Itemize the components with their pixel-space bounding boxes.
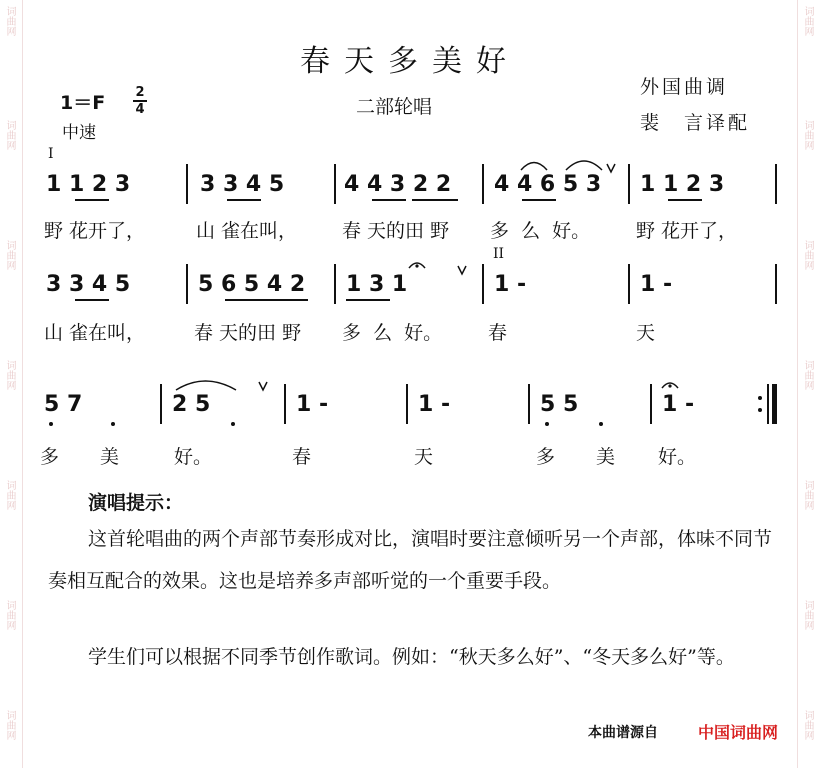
watermark-text: 词曲网 — [802, 6, 813, 36]
measure-notes: 5 5 — [540, 392, 579, 417]
source-label: 本曲谱源自 — [588, 725, 658, 741]
breath-mark — [458, 266, 466, 274]
measure-notes: 1 1 2 3 — [46, 172, 131, 197]
watermark-text: 词曲网 — [802, 120, 813, 150]
lyric-line: 山 雀在叫， — [44, 322, 146, 344]
measure-notes: 1 - — [662, 392, 695, 417]
lyric-line: 山 雀在叫， — [196, 220, 298, 242]
measure-notes: 2 5 — [172, 392, 211, 417]
time-signature-top: 2 — [135, 85, 145, 100]
slur — [176, 381, 236, 390]
watermark-text: 词曲网 — [802, 480, 813, 510]
measure-notes: 5 6 5 4 2 — [198, 272, 306, 297]
tempo-marking: 中速 — [62, 123, 96, 143]
lyric-line: 春 天的田 野 — [194, 322, 302, 344]
source-site-link[interactable]: 中国词曲网 — [698, 723, 779, 742]
lyric-word: 好。 — [658, 446, 697, 468]
measure-notes: 1 1 2 3 — [640, 172, 725, 197]
watermark-text: 词曲网 — [802, 360, 813, 390]
measure-notes: 4 4 6 5 3 — [494, 172, 602, 197]
part-two-mark: II — [493, 246, 505, 262]
low-octave-dot — [545, 422, 549, 426]
watermark-text: 词曲网 — [802, 240, 813, 270]
lyric-line: 多 么 好。 — [342, 322, 443, 344]
watermark-text: 词曲网 — [4, 240, 15, 270]
low-octave-dot — [599, 422, 603, 426]
fermata-dot — [415, 264, 418, 267]
measure-notes: 3 3 4 5 — [46, 272, 131, 297]
lyric-word: 多 — [536, 446, 556, 468]
watermark-text: 词曲网 — [4, 120, 15, 150]
slur — [566, 161, 602, 170]
breath-mark — [259, 382, 267, 390]
tips-paragraph: 学生们可以根据不同季节创作歌词。例如：“秋天多么好”、“冬天多么好”等。 — [88, 646, 735, 668]
measure-notes: 4 4 3 2 2 — [344, 172, 452, 197]
song-title: 春天多美好 — [300, 44, 520, 79]
low-octave-dot — [231, 422, 235, 426]
watermark-text: 词曲网 — [4, 480, 15, 510]
watermark-text: 词曲网 — [4, 600, 15, 630]
lyric-line: 春 — [488, 322, 508, 344]
arranger-credit: 裴 言译配 — [640, 112, 751, 134]
measure-notes: 1 - — [640, 272, 673, 297]
lyric-word: 天 — [414, 446, 434, 468]
part-one-mark: I — [48, 146, 54, 162]
watermark-text: 词曲网 — [4, 710, 15, 740]
slur — [521, 163, 547, 171]
lyric-line: 野 花开了， — [636, 220, 738, 242]
watermark-text: 词曲网 — [802, 600, 813, 630]
measure-notes: 1 - — [296, 392, 329, 417]
lyric-line: 天 — [636, 322, 656, 344]
measure-notes: 1 - — [418, 392, 451, 417]
measure-notes: 3 3 4 5 — [200, 172, 285, 197]
key-signature: 1＝F — [60, 92, 106, 114]
lyric-word: 美 — [596, 446, 616, 468]
lyric-word: 美 — [100, 446, 120, 468]
watermark-text: 词曲网 — [4, 360, 15, 390]
low-octave-dot — [111, 422, 115, 426]
tips-heading: 演唱提示： — [88, 492, 184, 514]
breath-mark — [607, 164, 615, 172]
measure-notes: 1 - — [494, 272, 527, 297]
origin-credit: 外国曲调 — [640, 76, 729, 98]
lyric-word: 春 — [292, 446, 312, 468]
low-octave-dot — [49, 422, 53, 426]
song-subtitle: 二部轮唱 — [356, 96, 433, 118]
watermark-text: 词曲网 — [4, 6, 15, 36]
lyric-line: 野 花开了， — [44, 220, 146, 242]
time-signature-bottom: 4 — [135, 102, 145, 117]
lyric-word: 多 — [40, 446, 60, 468]
measure-notes: 5 7 — [44, 392, 83, 417]
watermark-text: 词曲网 — [802, 710, 813, 740]
measure-notes: 1 3 1 — [346, 272, 408, 297]
lyric-line: 多 么 好。 — [490, 220, 591, 242]
lyric-word: 好。 — [174, 446, 213, 468]
repeat-dot — [758, 396, 762, 400]
tips-paragraph: 这首轮唱曲的两个声部节奏形成对比，演唱时要注意倾听另一个声部，体味不同节奏相互配合的效果。这也是培养多声部听觉的一个重要手段。 — [48, 528, 773, 592]
fermata-dot — [668, 384, 671, 387]
repeat-dot — [758, 408, 762, 412]
lyric-line: 春 天的田 野 — [342, 220, 450, 242]
